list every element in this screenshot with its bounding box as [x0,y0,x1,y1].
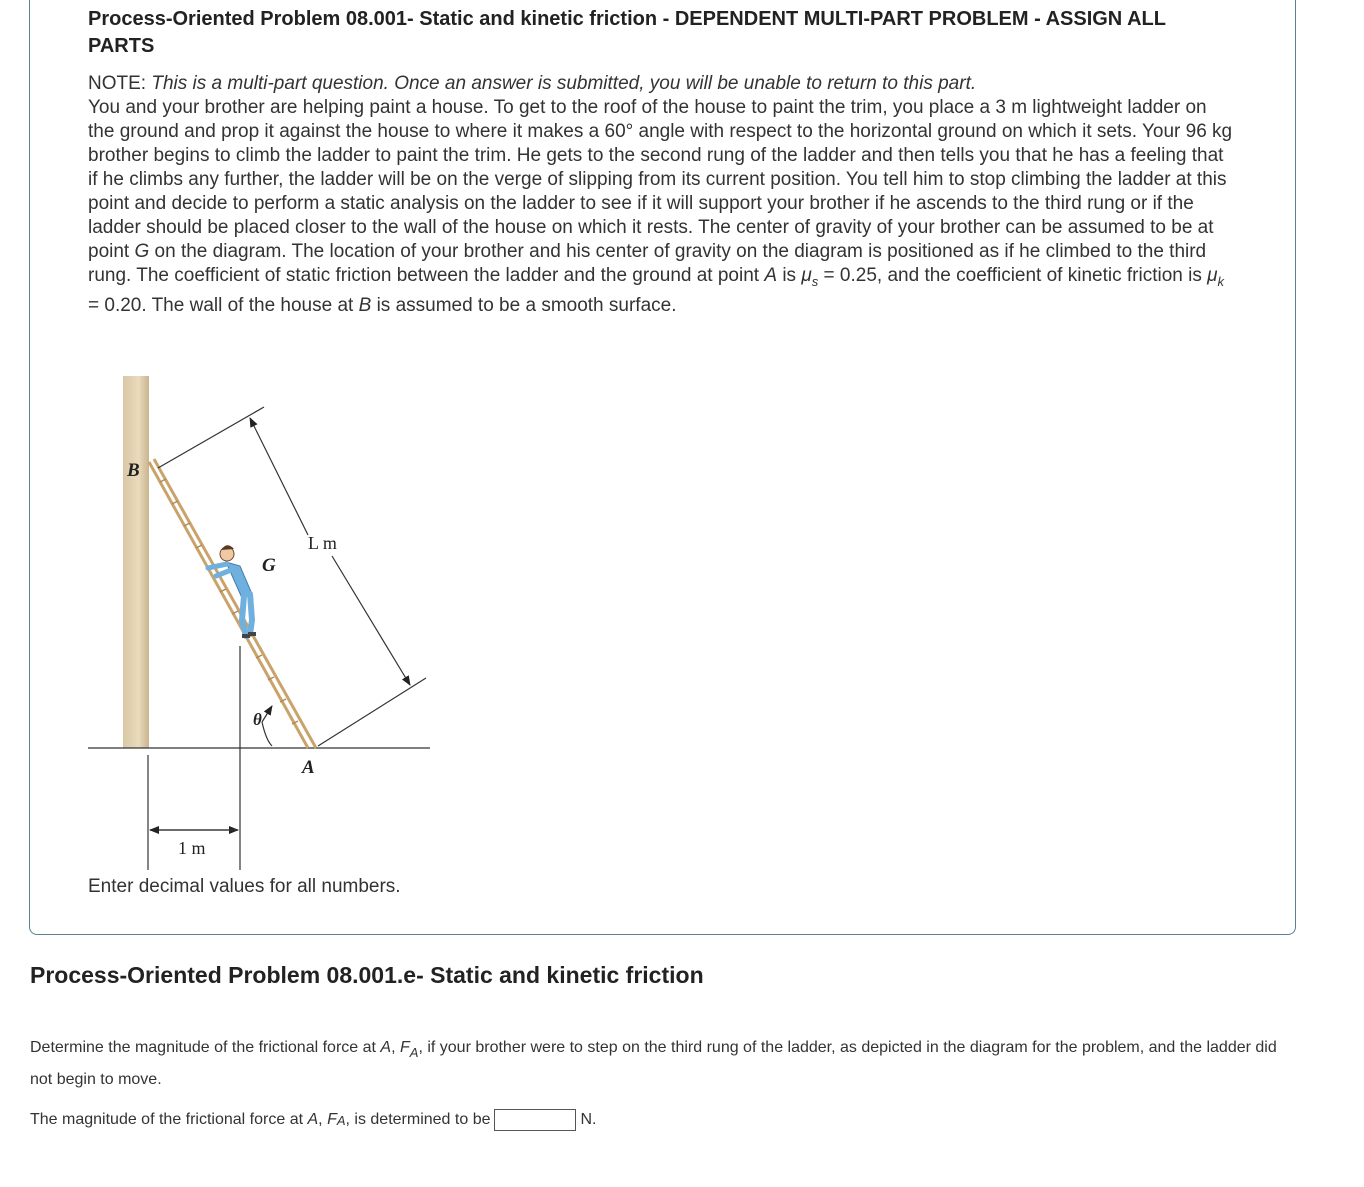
label-1m: 1 m [178,838,206,858]
label-b: B [127,460,140,481]
ladder [149,459,316,748]
answer-line: The magnitude of the frictional force at A , F A , is determined to be N. [30,1109,596,1131]
brother-figure [208,545,256,638]
label-l: L m [308,533,337,553]
wall [123,376,149,748]
part-title: Process-Oriented Problem 08.001.e- Static and kinetic friction [30,962,704,988]
ladder-diagram [80,370,440,875]
theta-arc [262,722,272,746]
note-text: This is a multi-part question. Once an answer is submitted, you will be unable to return to this part. [151,73,977,94]
label-a: A [302,757,315,778]
part-question: Determine the magnitude of the frictional force at A, $F_A$, if your brother were to step on the third rung of the ladder, as depicted in the diagram for the problem, and the ladder did not begin to move. [30,1039,1277,1088]
l-dimension-lower [332,556,410,685]
label-theta: θ [253,710,262,729]
label-g: G [262,555,276,576]
problem-statement: NOTE: This is a multi-part question. Once an answer is submitted, you will be unable to return to this part. You and your brother are helping paint a house. To get to the roof of the house to paint the trim, you place a 3 m lightweight ladder on the ground and prop it against the house to where it makes a 60° angle with respect to the horizontal ground on which it sets. Your 96 kg brother begins to climb the ladder to paint the trim. He gets to the second rung of the ladder and then tells you that he has a feeling that if he climbs any further, the ladder will be on the verge of slipping from its current position. You tell him to stop climbing the ladder at this point and decide to perform a static analysis on the ladder to see if it will support your brother if he ascends to the third rung or if the ladder should be placed closer to the wall of the house on which it rests. The center of gravity of your brother can be assumed to be at point G on the diagram. The location of your brother and his center of gravity on the diagram is positioned as if he climbed to the third rung. The coefficient of static friction between the ladder and the ground at point A is $\mu_s = 0.25$, and the coefficient of kinetic friction is $\mu_k = 0.20$. The wall of the house at B is assumed to be a smooth surface. [88,73,1233,316]
note-label: NOTE: [88,73,147,94]
enter-decimal-note: Enter decimal values for all numbers. [88,876,401,897]
answer-unit: N. [580,1111,597,1128]
l-dimension-upper [250,418,308,535]
problem-title: Process-Oriented Problem 08.001- Static and kinetic friction - DEPENDENT MULTI-PART PROBLEM - ASSIGN ALL PARTS [88,8,1166,57]
frictional-force-input[interactable] [494,1109,576,1131]
